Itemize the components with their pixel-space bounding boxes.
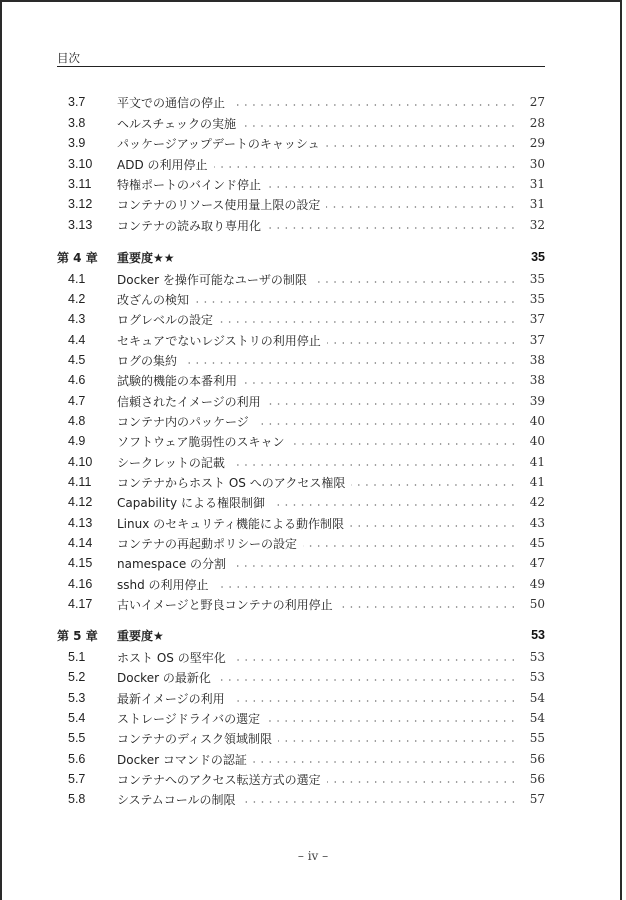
dot-leader bbox=[231, 464, 517, 466]
page-number: 43 bbox=[529, 516, 545, 530]
page-number: 50 bbox=[529, 597, 545, 611]
section-number: 4.17 bbox=[68, 597, 93, 611]
section-title: 改ざんの検知 bbox=[117, 292, 190, 307]
toc-entry-5-8[interactable] bbox=[57, 790, 545, 808]
page-number: 41 bbox=[529, 475, 545, 489]
dot-leader bbox=[219, 321, 517, 323]
section-title: ADD の利用停止 bbox=[117, 157, 208, 172]
toc-entry-4-4[interactable] bbox=[57, 331, 545, 349]
section-number: 5.8 bbox=[68, 792, 86, 806]
page-number: 49 bbox=[529, 577, 545, 591]
section-title: 信頼されたイメージの利用 bbox=[117, 394, 261, 409]
section-number: 4.16 bbox=[68, 577, 93, 591]
toc-entry-4-2[interactable] bbox=[57, 290, 545, 308]
dot-leader bbox=[253, 761, 517, 763]
page-number: 40 bbox=[529, 434, 545, 448]
dot-leader bbox=[303, 545, 517, 547]
section-number: 4.4 bbox=[68, 333, 86, 347]
section-title: パッケージアップデートのキャッシュ bbox=[117, 136, 320, 151]
section-title: ホスト OS の堅牢化 bbox=[117, 650, 226, 665]
dot-leader bbox=[214, 166, 517, 168]
page-number: 47 bbox=[529, 556, 545, 570]
page-number: 31 bbox=[529, 197, 545, 211]
toc-entry-4-11[interactable] bbox=[57, 473, 545, 491]
page-number: 53 bbox=[529, 650, 545, 664]
toc-entry-4-6[interactable] bbox=[57, 371, 545, 389]
dot-leader bbox=[271, 504, 517, 506]
page-number: 27 bbox=[529, 95, 545, 109]
section-title: コンテナの読み取り専用化 bbox=[117, 218, 262, 233]
section-number: 4.10 bbox=[68, 455, 93, 469]
section-number: 4.2 bbox=[68, 292, 86, 306]
section-number: 5.7 bbox=[68, 772, 86, 786]
section-title: シークレットの記載 bbox=[117, 455, 225, 470]
section-number: 5.6 bbox=[68, 752, 86, 766]
toc-entry-5-2[interactable] bbox=[57, 668, 545, 686]
page-number: 41 bbox=[529, 455, 545, 469]
page-number: 42 bbox=[529, 495, 545, 509]
toc-entry-3-13[interactable] bbox=[57, 216, 545, 234]
page-number: 55 bbox=[529, 731, 545, 745]
section-number: 4.7 bbox=[68, 394, 86, 408]
dot-leader bbox=[326, 145, 517, 147]
toc-entry-4-12[interactable] bbox=[57, 493, 545, 511]
toc-entry-3-8[interactable] bbox=[57, 114, 545, 132]
toc-entry-5-5[interactable] bbox=[57, 729, 545, 747]
toc-entry-4-10[interactable] bbox=[57, 453, 545, 471]
section-title: 平文での通信の停止 bbox=[117, 95, 226, 110]
page-number: 40 bbox=[529, 414, 545, 428]
section-number: 4.14 bbox=[68, 536, 93, 550]
toc-entry-3-7[interactable] bbox=[57, 93, 545, 111]
section-title: ログレベルの設定 bbox=[117, 312, 214, 327]
section-title: ヘルスチェックの実施 bbox=[117, 116, 237, 131]
dot-leader bbox=[327, 781, 517, 783]
toc-entry-5-3[interactable] bbox=[57, 689, 545, 707]
toc-chapter-4[interactable] bbox=[57, 248, 545, 266]
toc-chapter-5[interactable] bbox=[57, 626, 545, 644]
page-number: 45 bbox=[529, 536, 545, 550]
dot-leader bbox=[231, 700, 517, 702]
section-number: 4.15 bbox=[68, 556, 93, 570]
toc-entry-3-10[interactable] bbox=[57, 155, 545, 173]
dot-leader bbox=[255, 423, 517, 425]
dot-leader bbox=[267, 403, 517, 405]
chapter-number: 第 4 章 bbox=[57, 250, 98, 265]
section-number: 5.4 bbox=[68, 711, 86, 725]
dot-leader bbox=[313, 281, 517, 283]
dot-leader bbox=[215, 586, 517, 588]
section-number: 3.10 bbox=[68, 157, 93, 171]
page-number: 53 bbox=[529, 670, 545, 684]
section-number: 5.1 bbox=[68, 650, 86, 664]
toc-entry-3-11[interactable] bbox=[57, 175, 545, 193]
section-number: 4.12 bbox=[68, 495, 93, 509]
section-title: sshd の利用停止 bbox=[117, 577, 209, 592]
toc-entry-4-14[interactable] bbox=[57, 534, 545, 552]
page-number: 54 bbox=[529, 691, 545, 705]
dot-leader bbox=[243, 382, 517, 384]
section-title: コンテナの再起動ポリシーの設定 bbox=[117, 536, 298, 551]
dot-leader bbox=[266, 720, 517, 722]
dot-leader bbox=[351, 484, 517, 486]
dot-leader bbox=[183, 362, 517, 364]
section-title: Docker コマンドの認証 bbox=[117, 752, 247, 767]
page-number: 38 bbox=[529, 373, 545, 387]
toc-entry-4-5[interactable] bbox=[57, 351, 545, 369]
section-title: 特権ポートのバインド停止 bbox=[117, 177, 262, 192]
dot-leader bbox=[278, 740, 517, 742]
section-title: コンテナへのアクセス転送方式の選定 bbox=[117, 772, 321, 787]
section-title: Linux のセキュリティ機能による動作制限 bbox=[117, 516, 344, 531]
section-title: ストレージドライバの選定 bbox=[117, 711, 261, 726]
dot-leader bbox=[232, 565, 517, 567]
dot-leader bbox=[242, 125, 517, 127]
page-number: 56 bbox=[529, 772, 545, 786]
toc-entry-3-9[interactable] bbox=[57, 134, 545, 152]
section-number: 3.8 bbox=[68, 116, 86, 130]
page-number: 35 bbox=[531, 250, 545, 264]
dot-leader bbox=[217, 679, 517, 681]
toc-entry-4-9[interactable] bbox=[57, 432, 545, 450]
section-title: 最新イメージの利用 bbox=[117, 691, 225, 706]
section-title: Docker の最新化 bbox=[117, 670, 211, 685]
page-number: 53 bbox=[531, 628, 545, 642]
page-number: 29 bbox=[529, 136, 545, 150]
section-number: 3.9 bbox=[68, 136, 86, 150]
page-number: 56 bbox=[529, 752, 545, 766]
toc-entry-4-3[interactable] bbox=[57, 310, 545, 328]
section-number: 4.13 bbox=[68, 516, 93, 530]
section-title: 古いイメージと野良コンテナの利用停止 bbox=[117, 597, 333, 612]
section-number: 4.11 bbox=[68, 475, 92, 489]
dot-leader bbox=[231, 104, 517, 106]
toc-entry-4-16[interactable] bbox=[57, 575, 545, 593]
section-number: 5.3 bbox=[68, 691, 86, 705]
dot-leader bbox=[350, 525, 517, 527]
section-title: コンテナからホスト OS へのアクセス権限 bbox=[117, 475, 346, 490]
section-title: Docker を操作可能なユーザの制限 bbox=[117, 272, 307, 287]
section-number: 4.6 bbox=[68, 373, 86, 387]
chapter-title: 重要度★★ bbox=[117, 250, 175, 265]
section-number: 4.3 bbox=[68, 312, 86, 326]
dot-leader bbox=[195, 301, 517, 303]
section-title: システムコールの制限 bbox=[117, 792, 236, 807]
section-number: 5.2 bbox=[68, 670, 86, 684]
section-title: 試験的機能の本番利用 bbox=[117, 373, 238, 388]
page-number: 32 bbox=[529, 218, 545, 232]
section-number: 5.5 bbox=[68, 731, 86, 745]
running-head: 目次 bbox=[57, 51, 80, 65]
page-number: 31 bbox=[529, 177, 545, 191]
dot-leader bbox=[242, 801, 517, 803]
section-number: 3.11 bbox=[68, 177, 92, 191]
section-title: ログの集約 bbox=[117, 353, 178, 368]
toc-entry-5-1[interactable] bbox=[57, 648, 545, 666]
dot-leader bbox=[327, 342, 517, 344]
page-number: 57 bbox=[529, 792, 545, 806]
section-title: namespace の分割 bbox=[117, 556, 227, 571]
toc-entry-5-6[interactable] bbox=[57, 750, 545, 768]
dot-leader bbox=[267, 186, 517, 188]
section-title: Capability による権限制御 bbox=[117, 495, 265, 510]
section-title: コンテナ内のパッケージ bbox=[117, 414, 249, 429]
chapter-number: 第 5 章 bbox=[57, 628, 98, 643]
section-number: 4.1 bbox=[68, 272, 86, 286]
page-number: 54 bbox=[529, 711, 545, 725]
toc-entry-3-12[interactable] bbox=[57, 195, 545, 213]
toc-entry-4-1[interactable] bbox=[57, 270, 545, 288]
page-number: 37 bbox=[529, 333, 545, 347]
dot-leader bbox=[267, 227, 517, 229]
dot-leader bbox=[339, 606, 517, 608]
section-title: セキュアでないレジストリの利用停止 bbox=[117, 333, 321, 348]
page-number: 35 bbox=[529, 292, 545, 306]
page-number: 37 bbox=[529, 312, 545, 326]
toc-entry-4-17[interactable] bbox=[57, 595, 545, 613]
dot-leader bbox=[326, 206, 517, 208]
page-number: 28 bbox=[529, 116, 545, 130]
page-number: 30 bbox=[529, 157, 545, 171]
toc-entry-4-15[interactable] bbox=[57, 554, 545, 572]
toc-entry-4-7[interactable] bbox=[57, 392, 545, 410]
toc-entry-5-7[interactable] bbox=[57, 770, 545, 788]
toc-entry-4-8[interactable] bbox=[57, 412, 545, 430]
dot-leader bbox=[232, 659, 517, 661]
section-title: コンテナのディスク領域制限 bbox=[117, 731, 273, 746]
toc-entry-5-4[interactable] bbox=[57, 709, 545, 727]
dot-leader bbox=[291, 443, 517, 445]
chapter-title: 重要度★ bbox=[117, 628, 164, 643]
section-number: 3.13 bbox=[68, 218, 93, 232]
section-number: 3.7 bbox=[68, 95, 86, 109]
section-number: 4.5 bbox=[68, 353, 86, 367]
page-number: 38 bbox=[529, 353, 545, 367]
section-title: ソフトウェア脆弱性のスキャン bbox=[117, 434, 285, 449]
header-rule bbox=[57, 66, 545, 67]
page-folio: – iv – bbox=[297, 849, 329, 863]
section-number: 3.12 bbox=[68, 197, 93, 211]
section-number: 4.9 bbox=[68, 434, 86, 448]
toc-entry-4-13[interactable] bbox=[57, 514, 545, 532]
section-number: 4.8 bbox=[68, 414, 86, 428]
page-number: 35 bbox=[529, 272, 545, 286]
page-number: 39 bbox=[529, 394, 545, 408]
section-title: コンテナのリソース使用量上限の設定 bbox=[117, 197, 321, 212]
